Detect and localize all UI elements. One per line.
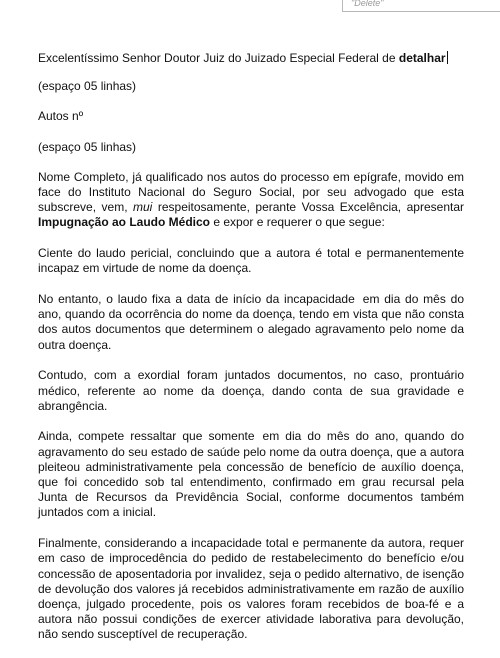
- paragraph-3: No entanto, o laudo fixa a data de início da incapacidade em dia do mês do ano, quando da ocorrência do nome da doença, tendo em vista que não consta dos autos documentos que determinem o alegado agravamento pelo nome da outra doença.: [38, 292, 464, 352]
- paragraph-6: Finalmente, considerando a incapacidade total e permanente da autora, requer em caso de improcedência do pedido de restabelecimento do benefício e/ou concessão de aposentadoria por invalidez, seja o pedido alternativo, de isenção de devolução dos valores já recebidos administrativamente em razão de auxílio doença, julgado procedente, pois os valores foram recebidos de boa-fé e a autora não possui condições de exercer atividade laborativa para devolução, não sendo susceptível de recuperação.: [38, 536, 464, 642]
- paragraph-2: Ciente do laudo pericial, concluindo que a autora é total e permanentemente incapaz em virtude de nome da doença.: [38, 246, 464, 276]
- delete-button[interactable]: [342, 0, 500, 12]
- paragraph-1: Nome Completo, já qualificado nos autos do processo em epígrafe, movido em face do Instituto Nacional do Seguro Social, por seu advogado que esta subscreve, vem, mui respeitosamente, perante Vossa Excelência, apresentar Impugnação ao Laudo Médico e expor e requerer o que segue:: [38, 169, 464, 230]
- header-bold-placeholder[interactable]: detalhar: [398, 51, 446, 65]
- paragraph-4: Contudo, com a exordial foram juntados documentos, no caso, prontuário médico, referente ao nome da doença, dando conta de sua gravidade e abrangência.: [38, 368, 464, 413]
- paragraph-5: Ainda, compete ressaltar que somente em dia do mês do ano, quando do agravamento do seu estado de saúde pelo nome da outra doença, que a autora pleiteou administrativamente pela concessão de benefício de auxílio doença, que foi concedido sob tal entendimento, confirmado em grau recursal pela Junta de Recursos da Previdência Social, conforme documentos também juntados com a inicial.: [38, 429, 464, 520]
- document-body[interactable]: [38, 51, 464, 658]
- spacer-note-1: (espaço 05 linhas): [38, 79, 137, 94]
- petition-paragraphs: [38, 170, 464, 643]
- text-cursor: [447, 51, 448, 64]
- spacer-note-2: (espaço 05 linhas): [38, 139, 137, 154]
- delete-button-label: "Delete": [351, 0, 384, 8]
- document-header: Excelentíssimo Senhor Doutor Juiz do Juizado Especial Federal de detalhar: [38, 51, 446, 65]
- autos-line: Autos nº: [38, 109, 84, 124]
